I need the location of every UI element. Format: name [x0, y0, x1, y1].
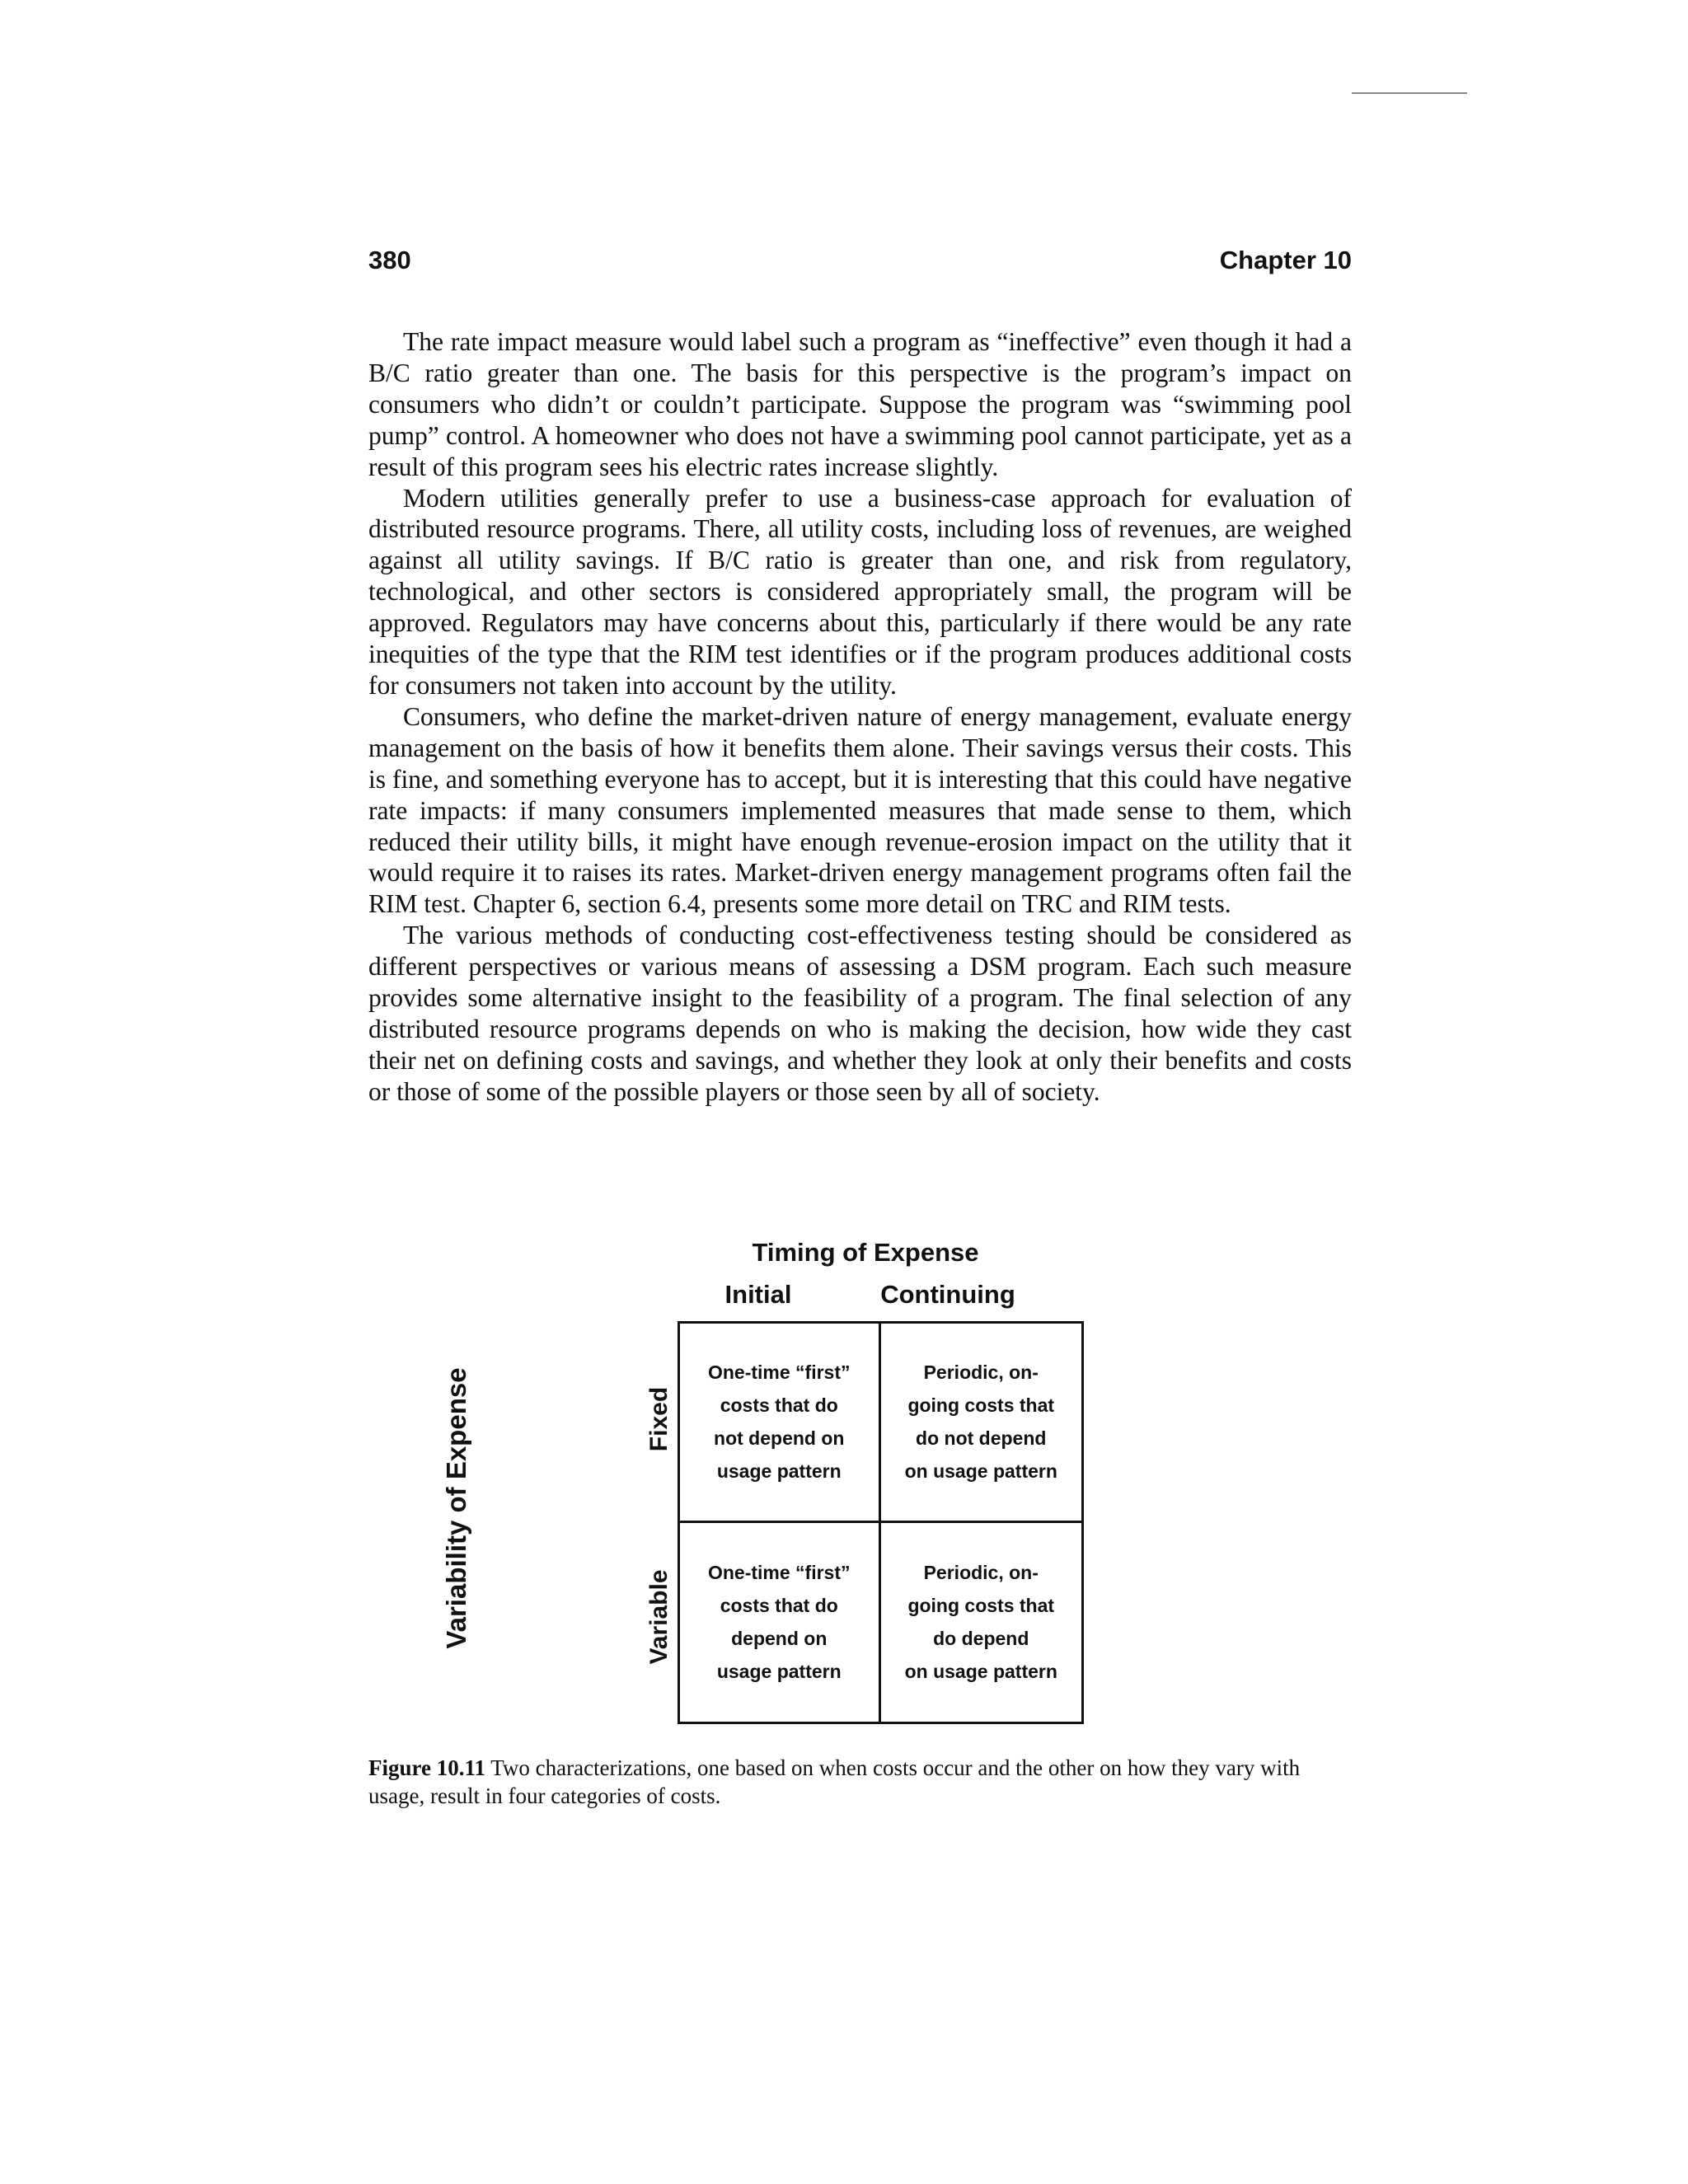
paragraph: The various methods of conducting cost-effectiveness testing should be considered as different perspectives or various means of assessing a DSM program. Each such measure provides some alternative insight to the feasibility of a program. The final selection of any distributed resource programs depends on who is making the decision, how wide they cast their net on defining costs and savings, and whether they look at only their benefits and costs or those of some of the possible players or those seen by all of society. [368, 921, 1352, 1106]
column-header-continuing: Continuing [880, 1280, 1015, 1309]
running-head [368, 246, 1352, 275]
row-header-variable: Variable [645, 1569, 673, 1665]
body-text [368, 326, 1352, 1108]
figure-title: Timing of Expense [752, 1238, 979, 1267]
cost-matrix [678, 1321, 1084, 1724]
paragraph: Consumers, who define the market-driven nature of energy management, evaluate energy management on the basis of how it benefits them alone. Their savings versus their costs. This is fine, and something everyone has to accept, but it is interesting that this could have negative rate impacts: if many consumers implemented measures that made sense to them, which reduced their utility bills, it might have enough revenue-erosion impact on the utility that it would require it to raises its rates. Market-driven energy management programs often fail the RIM test. Chapter 6, section 6.4, presents some more detail on TRC and RIM tests. [368, 701, 1352, 919]
paragraph: The rate impact measure would label such a program as “ineffective” even though it had a B/C ratio greater than one. The basis for this perspective is the program’s impact on consumers who didn’t or couldn’t participate. Suppose the program was “swimming pool pump” control. A homeowner who does not have a swimming pool cannot participate, yet as a result of this program sees his electric rates increase slightly. [368, 327, 1352, 481]
page-number: 380 [368, 246, 411, 274]
row-header-fixed: Fixed [645, 1386, 673, 1452]
row-axis-label: Variability of Expense [441, 1367, 471, 1649]
column-header-initial: Initial [724, 1280, 792, 1309]
caption-text: Two characterizations, one based on when costs occur and the other on how they vary with usage, result in four categories of costs. [368, 1755, 1301, 1808]
paragraph: Modern utilities generally prefer to use a business-case approach for evaluation of distributed resource programs. There, all utility costs, including loss of revenues, are weighed against all utility savings. If B/C ratio is greater than one, and risk from regulatory, technological, and other sectors is considered appropriately small, the program will be approved. Regulators may have concerns about this, particularly if there would be any rate inequities of the type that the RIM test identifies or if the program produces additional costs for consumers not taken into account by the utility. [368, 483, 1352, 700]
cell-variable-continuing: Periodic, on- going costs that do depend on usage pattern [904, 1562, 1057, 1683]
cell-variable-initial: One-time “first” costs that do depend on usage pattern [680, 1523, 881, 1722]
figure-caption [368, 1754, 1352, 1810]
top-rule [1352, 92, 1467, 94]
cell-fixed-initial: One-time “first” costs that do not depend on usage pattern [680, 1324, 881, 1523]
chapter-title: Chapter 10 [1219, 246, 1352, 274]
cell-fixed-continuing: Periodic, on- going costs that do not depend on usage pattern [881, 1324, 1082, 1523]
figure-label: Figure 10.11 [368, 1755, 486, 1780]
